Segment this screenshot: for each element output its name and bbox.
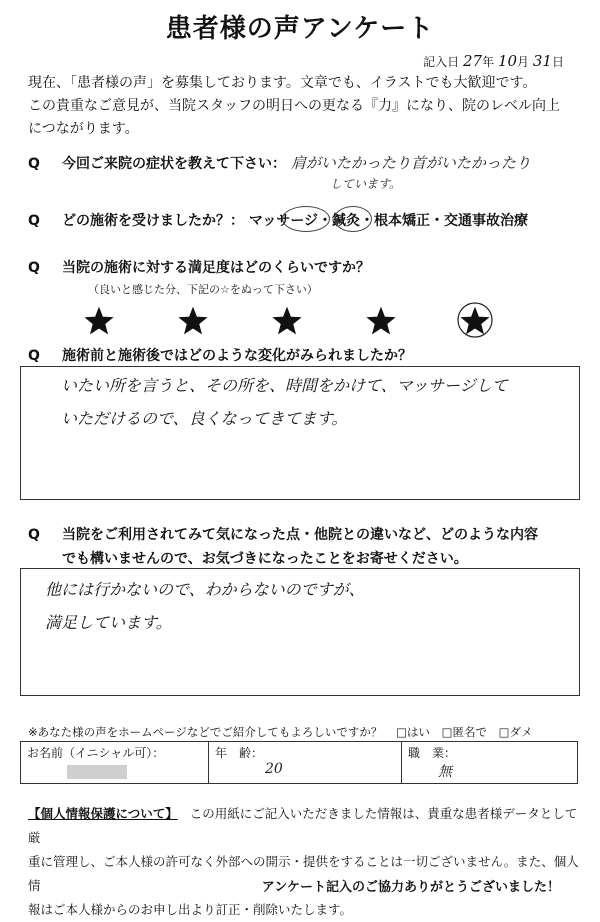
- rating-star: [86, 308, 113, 333]
- rating-stars: [85, 298, 525, 344]
- question-2-text: どの施術を受けましたか？：: [62, 213, 244, 229]
- date-year: 27: [463, 52, 483, 70]
- date-label: 記入日: [423, 55, 460, 69]
- privacy-line: 重に管理し、ご本人様の許可なく外部への開示・提供をすることは一切ございません。また、個人情: [28, 854, 579, 893]
- consent-option-anonymous[interactable]: □匿名で: [441, 725, 487, 739]
- question-4: [28, 345, 412, 365]
- publish-consent: [28, 724, 533, 740]
- age-label: 年 齢：: [215, 746, 264, 760]
- question-1: [28, 152, 531, 173]
- question-3-note: （良いと感じた分、下記の☆をぬって下さい）: [88, 283, 318, 296]
- thanks-message: アンケート記入のご協力ありがとうございました！: [261, 880, 560, 895]
- separator: ・: [318, 213, 333, 229]
- name-cell: [21, 742, 209, 784]
- option-massage: マッサージ: [248, 213, 319, 229]
- question-3-text: 当院の施術に対する満足度はどのくらいですか？: [62, 260, 370, 276]
- q-mark: Q: [28, 156, 40, 172]
- rating-star: [462, 308, 489, 333]
- question-1-answer: 肩がいたかったり首がいたかったり: [290, 154, 531, 172]
- date-month: 10: [497, 52, 518, 70]
- privacy-line: この用紙にご記入いただきました情報は、貴重な患者様データとして厳: [28, 806, 578, 845]
- job-value: 無: [438, 764, 452, 780]
- q-mark: Q: [28, 260, 40, 276]
- consent-option-yes[interactable]: □はい: [396, 725, 430, 739]
- question-5-text-cont: でも構いませんので、お気づきになったことをお寄せください。: [62, 551, 468, 567]
- question-2: [28, 210, 528, 230]
- consent-option-no[interactable]: □ダメ: [498, 725, 533, 739]
- privacy-line: 報はご本人様からのお申し出より訂正・削除いたします。: [28, 902, 353, 917]
- answer-5-line: 他には行かないので、わからないのですが、: [45, 580, 365, 599]
- separator: ・: [430, 213, 445, 229]
- name-redacted: [67, 765, 127, 779]
- date-month-unit: 月: [517, 55, 530, 69]
- answer-4-line: いたい所を言うと、その所を、時間をかけて、マッサージして: [61, 376, 508, 395]
- answer-box-5: [20, 568, 580, 696]
- age-cell: [209, 742, 402, 784]
- date-day-unit: 日: [551, 55, 564, 69]
- question-5: [28, 523, 538, 571]
- intro-line: 現在、「患者様の声」を募集しております。文章でも、イラストでも大歓迎です。: [28, 75, 537, 91]
- rating-star: [368, 308, 395, 333]
- option-acupuncture: 鍼灸: [332, 213, 361, 229]
- age-value: 20: [265, 761, 283, 777]
- job-cell: [402, 742, 578, 784]
- intro-line: につながります。: [28, 121, 139, 137]
- answer-5-line: 満足しています。: [45, 613, 172, 632]
- q-mark: Q: [28, 348, 40, 364]
- date-entry: [423, 52, 564, 70]
- option-root-correction: 根本矯正: [374, 213, 431, 229]
- intro-text: [28, 72, 588, 141]
- date-year-unit: 年: [482, 55, 495, 69]
- rating-star: [180, 308, 207, 333]
- intro-line: この貴重なご意見が、当院スタッフの明日への更なる『力』になり、院のレベル向上: [28, 98, 560, 114]
- question-3: [28, 257, 370, 277]
- privacy-notice: [28, 802, 588, 922]
- q-mark: Q: [28, 527, 40, 543]
- consent-question: ※あなた様の声をホームページなどでご紹介してもよろしいですか？: [28, 725, 383, 739]
- selected-circle-massage: [282, 206, 333, 232]
- question-1-text: 今回ご来院の症状を教えて下さい：: [62, 156, 286, 172]
- selected-circle-acupuncture: [334, 206, 375, 232]
- date-day: 31: [532, 52, 552, 70]
- separator: ・: [360, 213, 375, 229]
- page-title: 患者様の声アンケート: [165, 14, 435, 44]
- question-4-text: 施術前と施術後ではどのような変化がみられましたか？: [62, 348, 412, 364]
- name-label: お名前（イニシャル可）：: [27, 746, 165, 760]
- answer-4-line: いただけるので、良くなってきてます。: [61, 409, 348, 428]
- question-1-answer-cont: しています。: [330, 177, 402, 191]
- info-table: [20, 741, 578, 784]
- rating-star: [274, 308, 301, 333]
- question-5-text: 当院をご利用されてみて気になった点・他院との違いなど、どのような内容: [62, 527, 538, 543]
- job-label: 職 業：: [408, 746, 457, 760]
- q-mark: Q: [28, 213, 40, 229]
- answer-box-4: [20, 366, 580, 500]
- privacy-tag: 【個人情報保護について】: [28, 806, 178, 821]
- option-traffic-accident: 交通事故治療: [444, 213, 529, 229]
